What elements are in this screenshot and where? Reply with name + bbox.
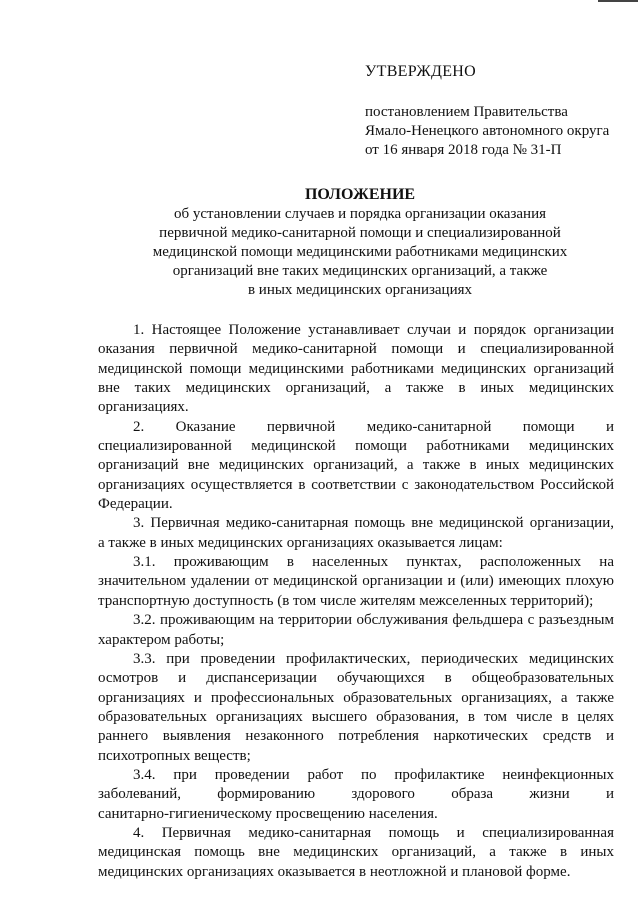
paragraph-line: а также в иных медицинских организациях оказывается лицам: xyxy=(98,534,503,551)
paragraph-line: медицинских организациях оказывается в неотложной и плановой форме. xyxy=(98,863,571,880)
paragraph-line: 3. Первичная медико-санитарная помощь вне медицинской организации, xyxy=(133,515,614,532)
document-body xyxy=(98,321,614,882)
paragraph-line: 3.2. проживающим на территории обслуживания фельдшера с разъездным xyxy=(133,612,614,629)
paragraph-line: транспортную доступность (в том числе жителям межселенных территорий); xyxy=(98,592,594,609)
paragraph-line: организаций вне медицинских организаций, а также в иных медицинских xyxy=(98,457,614,474)
approval-line: постановлением Правительства xyxy=(365,104,568,120)
paragraph-line: 3.3. при проведении профилактических, периодических медицинских xyxy=(133,650,614,667)
document-subtitle-line: медицинской помощи медицинскими работниками медицинских xyxy=(152,244,568,260)
paragraph xyxy=(98,611,614,650)
paragraph-line: характером работы; xyxy=(98,631,225,648)
paragraph-line: организациях. xyxy=(98,399,189,416)
paragraph-line: 3.1. проживающим в населенных пунктах, расположенных на xyxy=(133,554,614,571)
approval-line: Ямало-Ненецкого автономного округа xyxy=(365,123,610,139)
paragraph-line: санитарно-гигиеническому просвещению населения. xyxy=(98,805,438,822)
paragraph xyxy=(98,514,614,553)
paragraph-line: 1. Настоящее Положение устанавливает случаи и порядок организации xyxy=(133,322,614,338)
paragraph-line: оказания первичной медико-санитарной помощи и специализированной xyxy=(98,341,614,358)
paragraph xyxy=(98,321,614,418)
paragraph-line: раннего выявления незаконного потребления наркотических средств и xyxy=(98,728,614,745)
approval-title: УТВЕРЖДЕНО xyxy=(365,63,477,80)
approval-block xyxy=(365,62,625,160)
scan-edge-mark xyxy=(598,0,638,5)
paragraph-line: заболеваний, формированию здорового образа жизни и xyxy=(98,786,614,803)
document-subtitle-line: в иных медицинских организациях xyxy=(247,282,473,298)
paragraph xyxy=(98,418,614,515)
paragraph-line: 4. Первичная медико-санитарная помощь и специализированная xyxy=(133,824,614,841)
paragraph-line: организациях и профессиональных образовательных организациях, а также xyxy=(98,689,614,706)
paragraph-line: организациях осуществляется в соответствии с законодательством Российской xyxy=(98,476,614,493)
paragraph-line: медицинская помощь вне медицинских организаций, а также в иных xyxy=(98,844,614,861)
paragraph-line: вне таких медицинских организаций, а также в иных медицинских xyxy=(98,380,614,397)
paragraph xyxy=(98,553,614,611)
paragraph-line: осмотров и диспансеризации обучающихся в общеобразовательных xyxy=(98,670,614,687)
paragraph xyxy=(98,824,614,882)
paragraph-line: специализированной медицинской помощи работниками медицинских xyxy=(98,438,614,455)
paragraph-line: образовательных организациях высшего образования, в том числе в целях xyxy=(98,708,614,725)
document-subtitle-line: об установлении случаев и порядка организации оказания xyxy=(174,206,546,222)
paragraph-line: значительном удалении от медицинской организации и (или) имеющих плохую xyxy=(98,573,614,590)
paragraph xyxy=(98,766,614,824)
paragraph-line: психотропных веществ; xyxy=(98,747,251,764)
paragraph-line: медицинской помощи медицинскими работниками медицинских организаций xyxy=(98,360,614,377)
document-heading xyxy=(100,185,620,300)
paragraph-line: 2. Оказание первичной медико-санитарной помощи и xyxy=(133,418,614,435)
document-subtitle-line: организаций вне таких медицинских организаций, а также xyxy=(172,263,548,279)
document-title: ПОЛОЖЕНИЕ xyxy=(304,186,416,203)
paragraph-line: Федерации. xyxy=(98,496,173,513)
paragraph xyxy=(98,650,614,766)
document-subtitle-line: первичной медико-санитарной помощи и специализированной xyxy=(159,225,561,241)
approval-line: от 16 января 2018 года № 31-П xyxy=(365,142,562,158)
paragraph-line: 3.4. при проведении работ по профилактике неинфекционных xyxy=(133,766,614,783)
